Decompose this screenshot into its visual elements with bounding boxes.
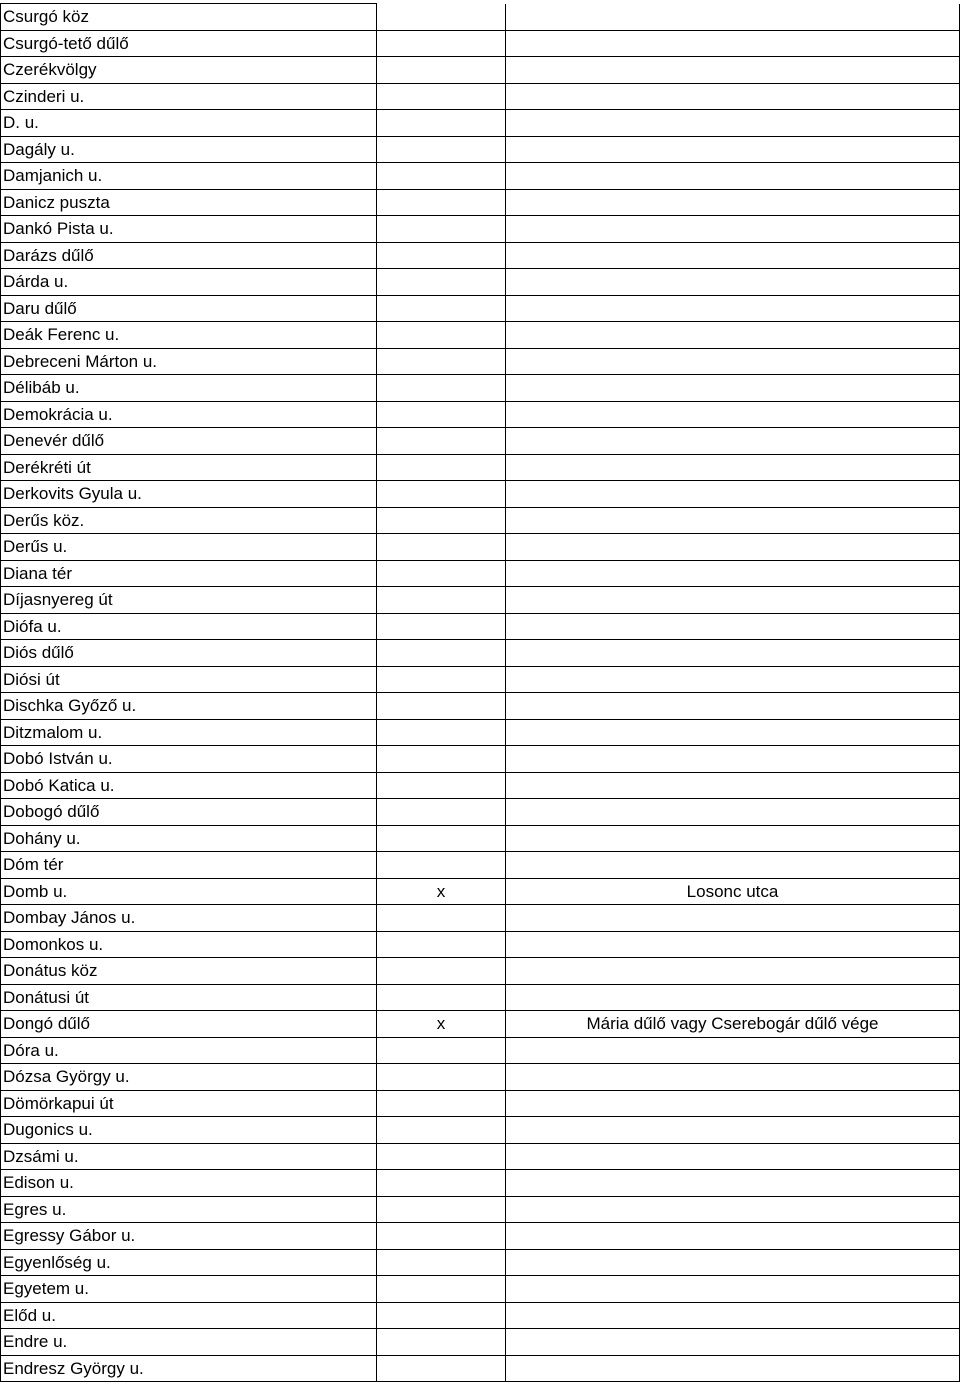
- street-name-cell: Debreceni Márton u.: [1, 348, 377, 375]
- note-cell: [506, 1249, 960, 1276]
- street-name-cell: Diófa u.: [1, 613, 377, 640]
- note-cell: [506, 640, 960, 667]
- mark-cell: [377, 852, 506, 879]
- mark-cell: [377, 1355, 506, 1382]
- street-name-cell: Denevér dűlő: [1, 428, 377, 455]
- street-name-cell: Edison u.: [1, 1170, 377, 1197]
- note-cell: [506, 269, 960, 296]
- note-cell: [506, 825, 960, 852]
- note-cell: [506, 693, 960, 720]
- table-row: [1, 1355, 960, 1382]
- note-cell: [506, 772, 960, 799]
- street-name-cell: Dóra u.: [1, 1037, 377, 1064]
- mark-cell: [377, 375, 506, 402]
- mark-cell: [377, 905, 506, 932]
- table-row: [1, 1011, 960, 1038]
- mark-cell: [377, 958, 506, 985]
- street-name-cell: Dobó István u.: [1, 746, 377, 773]
- note-cell: [506, 1302, 960, 1329]
- table-row: [1, 931, 960, 958]
- street-name-cell: Dóm tér: [1, 852, 377, 879]
- note-cell: [506, 57, 960, 84]
- street-name-cell: Dombay János u.: [1, 905, 377, 932]
- note-cell: [506, 216, 960, 243]
- table-row: [1, 481, 960, 508]
- note-cell: [506, 110, 960, 137]
- street-name-cell: Domb u.: [1, 878, 377, 905]
- table-row: [1, 189, 960, 216]
- mark-cell: [377, 4, 506, 31]
- note-cell: [506, 322, 960, 349]
- street-name-cell: Dugonics u.: [1, 1117, 377, 1144]
- mark-cell: [377, 1329, 506, 1356]
- mark-cell: [377, 481, 506, 508]
- street-name-cell: Derékréti út: [1, 454, 377, 481]
- street-name-cell: Dömörkapui út: [1, 1090, 377, 1117]
- mark-cell: [377, 83, 506, 110]
- street-name-cell: Egressy Gábor u.: [1, 1223, 377, 1250]
- table-row: [1, 1302, 960, 1329]
- table-row: [1, 1223, 960, 1250]
- street-name-cell: Dohány u.: [1, 825, 377, 852]
- mark-cell: [377, 1196, 506, 1223]
- note-cell: [506, 1196, 960, 1223]
- table-row: [1, 163, 960, 190]
- table-row: [1, 587, 960, 614]
- mark-cell: [377, 1117, 506, 1144]
- street-name-cell: Dzsámi u.: [1, 1143, 377, 1170]
- mark-cell: [377, 322, 506, 349]
- note-cell: [506, 1276, 960, 1303]
- mark-cell: [377, 428, 506, 455]
- table-row: [1, 1037, 960, 1064]
- street-name-cell: Egres u.: [1, 1196, 377, 1223]
- street-name-cell: Derűs köz.: [1, 507, 377, 534]
- street-name-cell: Előd u.: [1, 1302, 377, 1329]
- note-cell: [506, 931, 960, 958]
- note-cell: [506, 666, 960, 693]
- mark-cell: [377, 401, 506, 428]
- street-name-cell: Darázs dűlő: [1, 242, 377, 269]
- table-row: [1, 1276, 960, 1303]
- table-row: [1, 799, 960, 826]
- street-name-cell: Diós dűlő: [1, 640, 377, 667]
- mark-cell: [377, 110, 506, 137]
- table-row: [1, 693, 960, 720]
- mark-cell: [377, 1064, 506, 1091]
- street-name-cell: Donátusi út: [1, 984, 377, 1011]
- note-cell: [506, 905, 960, 932]
- note-cell: [506, 454, 960, 481]
- note-cell: Losonc utca: [506, 878, 960, 905]
- table-row: [1, 269, 960, 296]
- table-row: [1, 1249, 960, 1276]
- note-cell: [506, 242, 960, 269]
- note-cell: [506, 1090, 960, 1117]
- mark-cell: [377, 799, 506, 826]
- mark-cell: [377, 507, 506, 534]
- note-cell: [506, 401, 960, 428]
- street-name-cell: Csurgó köz: [1, 4, 377, 31]
- mark-cell: [377, 295, 506, 322]
- street-name-cell: Daru dűlő: [1, 295, 377, 322]
- mark-cell: [377, 1090, 506, 1117]
- street-name-cell: Egyetem u.: [1, 1276, 377, 1303]
- table-row: [1, 348, 960, 375]
- note-cell: [506, 746, 960, 773]
- note-cell: Mária dűlő vagy Cserebogár dűlő vége: [506, 1011, 960, 1038]
- note-cell: [506, 481, 960, 508]
- note-cell: [506, 375, 960, 402]
- table-row: [1, 83, 960, 110]
- note-cell: [506, 295, 960, 322]
- table-row: [1, 242, 960, 269]
- mark-cell: [377, 746, 506, 773]
- mark-cell: [377, 269, 506, 296]
- street-name-cell: Dózsa György u.: [1, 1064, 377, 1091]
- mark-cell: [377, 931, 506, 958]
- table-row: [1, 984, 960, 1011]
- mark-cell: [377, 534, 506, 561]
- table-row: [1, 1143, 960, 1170]
- note-cell: [506, 958, 960, 985]
- table-row: [1, 4, 960, 31]
- mark-cell: [377, 560, 506, 587]
- table-row: [1, 958, 960, 985]
- mark-cell: [377, 57, 506, 84]
- street-name-cell: Dankó Pista u.: [1, 216, 377, 243]
- table-row: [1, 110, 960, 137]
- note-cell: [506, 560, 960, 587]
- table-row: [1, 878, 960, 905]
- mark-cell: [377, 693, 506, 720]
- street-name-cell: Derűs u.: [1, 534, 377, 561]
- street-name-cell: Egyenlőség u.: [1, 1249, 377, 1276]
- street-name-cell: Diana tér: [1, 560, 377, 587]
- mark-cell: [377, 1302, 506, 1329]
- street-name-cell: Danicz puszta: [1, 189, 377, 216]
- note-cell: [506, 189, 960, 216]
- street-name-cell: Donátus köz: [1, 958, 377, 985]
- note-cell: [506, 1170, 960, 1197]
- table-row: [1, 1117, 960, 1144]
- table-row: [1, 375, 960, 402]
- street-name-cell: Czerékvölgy: [1, 57, 377, 84]
- mark-cell: [377, 613, 506, 640]
- table-row: [1, 1170, 960, 1197]
- mark-cell: [377, 1249, 506, 1276]
- note-cell: [506, 1329, 960, 1356]
- note-cell: [506, 799, 960, 826]
- table-row: [1, 640, 960, 667]
- table-row: [1, 746, 960, 773]
- street-name-cell: Endre u.: [1, 1329, 377, 1356]
- mark-cell: [377, 666, 506, 693]
- note-cell: [506, 4, 960, 31]
- street-name-cell: Dobogó dűlő: [1, 799, 377, 826]
- mark-cell: x: [377, 1011, 506, 1038]
- street-name-cell: Diósi út: [1, 666, 377, 693]
- note-cell: [506, 1143, 960, 1170]
- mark-cell: [377, 216, 506, 243]
- street-name-cell: Dagály u.: [1, 136, 377, 163]
- mark-cell: [377, 242, 506, 269]
- table-row: [1, 1064, 960, 1091]
- mark-cell: [377, 136, 506, 163]
- table-row: [1, 560, 960, 587]
- table-row: [1, 454, 960, 481]
- table-row: [1, 825, 960, 852]
- table-row: [1, 216, 960, 243]
- note-cell: [506, 83, 960, 110]
- table-row: [1, 534, 960, 561]
- mark-cell: [377, 189, 506, 216]
- table-body: [1, 4, 960, 1382]
- table-row: [1, 295, 960, 322]
- street-name-cell: Derkovits Gyula u.: [1, 481, 377, 508]
- note-cell: [506, 163, 960, 190]
- table-row: [1, 1196, 960, 1223]
- note-cell: [506, 136, 960, 163]
- note-cell: [506, 507, 960, 534]
- note-cell: [506, 852, 960, 879]
- street-name-table: [0, 3, 960, 1382]
- table-row: [1, 30, 960, 57]
- mark-cell: [377, 1170, 506, 1197]
- table-row: [1, 428, 960, 455]
- mark-cell: [377, 825, 506, 852]
- note-cell: [506, 30, 960, 57]
- street-name-cell: Délibáb u.: [1, 375, 377, 402]
- table-row: [1, 613, 960, 640]
- street-name-cell: Dischka Győző u.: [1, 693, 377, 720]
- mark-cell: [377, 163, 506, 190]
- mark-cell: [377, 1143, 506, 1170]
- note-cell: [506, 1223, 960, 1250]
- note-cell: [506, 1037, 960, 1064]
- street-name-cell: Dobó Katica u.: [1, 772, 377, 799]
- table-row: [1, 507, 960, 534]
- mark-cell: [377, 1037, 506, 1064]
- street-name-cell: D. u.: [1, 110, 377, 137]
- note-cell: [506, 348, 960, 375]
- table-row: [1, 401, 960, 428]
- note-cell: [506, 613, 960, 640]
- note-cell: [506, 534, 960, 561]
- street-name-cell: Domonkos u.: [1, 931, 377, 958]
- street-name-cell: Endresz György u.: [1, 1355, 377, 1382]
- table-row: [1, 772, 960, 799]
- table-row: [1, 57, 960, 84]
- street-name-cell: Díjasnyereg út: [1, 587, 377, 614]
- table-row: [1, 719, 960, 746]
- street-name-cell: Dongó dűlő: [1, 1011, 377, 1038]
- note-cell: [506, 1064, 960, 1091]
- street-name-cell: Damjanich u.: [1, 163, 377, 190]
- mark-cell: [377, 719, 506, 746]
- street-name-cell: Czinderi u.: [1, 83, 377, 110]
- note-cell: [506, 1355, 960, 1382]
- street-name-cell: Demokrácia u.: [1, 401, 377, 428]
- note-cell: [506, 428, 960, 455]
- note-cell: [506, 719, 960, 746]
- note-cell: [506, 984, 960, 1011]
- table-row: [1, 322, 960, 349]
- table-row: [1, 136, 960, 163]
- mark-cell: [377, 454, 506, 481]
- mark-cell: [377, 348, 506, 375]
- note-cell: [506, 587, 960, 614]
- street-name-cell: Ditzmalom u.: [1, 719, 377, 746]
- mark-cell: [377, 1223, 506, 1250]
- note-cell: [506, 1117, 960, 1144]
- mark-cell: [377, 640, 506, 667]
- table-row: [1, 666, 960, 693]
- table-row: [1, 852, 960, 879]
- table-row: [1, 905, 960, 932]
- mark-cell: [377, 984, 506, 1011]
- mark-cell: [377, 587, 506, 614]
- table-row: [1, 1090, 960, 1117]
- street-name-cell: Csurgó-tető dűlő: [1, 30, 377, 57]
- street-name-cell: Dárda u.: [1, 269, 377, 296]
- mark-cell: [377, 772, 506, 799]
- street-name-cell: Deák Ferenc u.: [1, 322, 377, 349]
- mark-cell: [377, 30, 506, 57]
- mark-cell: x: [377, 878, 506, 905]
- table-row: [1, 1329, 960, 1356]
- mark-cell: [377, 1276, 506, 1303]
